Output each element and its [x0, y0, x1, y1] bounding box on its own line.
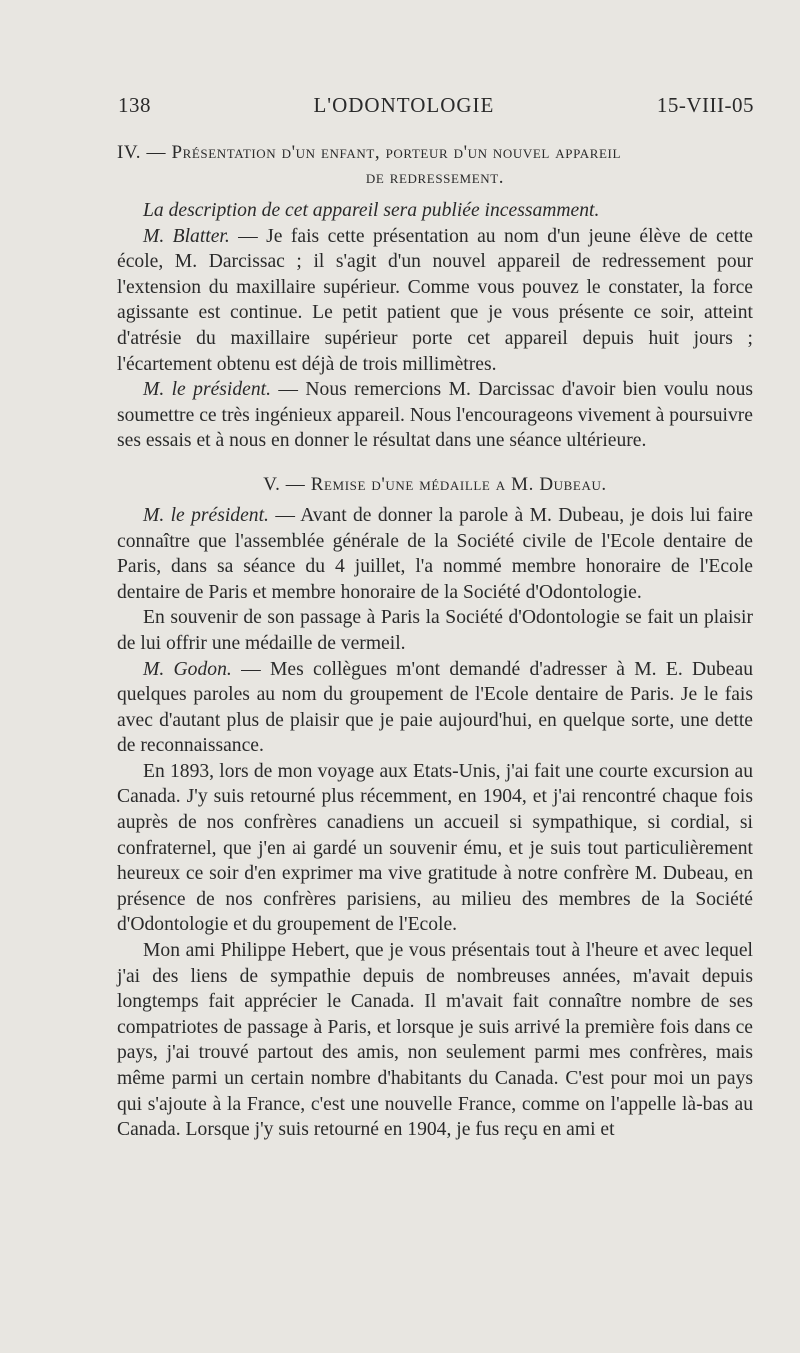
paragraph	[117, 759, 753, 938]
issue-date: 15-VIII-05	[656, 93, 754, 117]
paragraph	[117, 198, 753, 224]
speaker-name: M. le président.	[143, 504, 269, 526]
editorial-note: La description de cet appareil sera publiée incessamment.	[143, 200, 600, 221]
section-heading-iv	[117, 140, 753, 190]
paragraph	[117, 938, 753, 1143]
paragraph-text: En 1893, lors de mon voyage aux Etats-Unis, j'ai fait une courte excursion au Canada. J'y suis retourné plus récemment, en 1904, et j'ai rencontré chaque fois auprès de nos confrères canadiens un accueil si sympathique, si cordial, si confraternel, que j'en ai gardé un souvenir ému, et je suis tout particulièrement heureux ce soir d'en exprimer ma vive gratitude à notre confrère M. Dubeau, en présence de nos confrères parisiens, au milieu des membres de la Société d'Odontologie et du groupement de l'Ecole.	[117, 760, 753, 936]
section-heading-iv-line2: de redressement.	[365, 167, 505, 188]
speaker-name: M. Godon.	[143, 658, 232, 680]
paragraph	[117, 657, 753, 759]
paragraph-text: Mon ami Philippe Hebert, que je vous présentais tout à l'heure et avec lequel j'ai des liens de sympathie depuis de nombreuses années, m'avait depuis longtemps fait apprécier le Canada. Il m'avait fait connaître nombre de ses compatriotes de passage à Paris, et lorsque je suis arrivé la première fois dans ce pays, j'ai trouvé partout des amis, non seulement parmi mes confrères, mais même parmi un certain nombre d'habitants du Canada. C'est pour moi un pays qui s'ajoute à la France, c'est une nouvelle France, comme on l'appelle là-bas au Canada. Lorsque j'y suis retourné en 1904, je fus reçu en ami et	[117, 940, 753, 1141]
section-heading-iv-line1: IV. — Présentation d'un enfant, porteur d'un nouvel appareil	[117, 142, 622, 163]
paragraph	[117, 605, 753, 656]
running-header	[118, 93, 754, 118]
paragraph	[117, 377, 753, 454]
paragraph-text: — Nous remercions M. Darcissac d'avoir bien voulu nous soumettre ce très ingénieux appareil. Nous l'encourageons vivement à poursuivre ses essais et à nous en donner le résultat dans une séance ultérieure.	[117, 379, 753, 452]
speaker-name: M. Blatter.	[143, 225, 230, 247]
paragraph-text: En souvenir de son passage à Paris la Société d'Odontologie se fait un plaisir de lui offrir une médaille de vermeil.	[117, 607, 753, 654]
paragraph	[117, 503, 753, 605]
page-number: 138	[118, 93, 151, 117]
article-body	[117, 140, 753, 1143]
paragraph-text: — Avant de donner la parole à M. Dubeau, je dois lui faire connaître que l'assemblée générale de la Société civile de l'Ecole dentaire de Paris, dans sa séance du 4 juillet, l'a nommé membre honoraire de l'Ecole dentaire de Paris et membre honoraire de la Société d'Odontologie.	[117, 504, 753, 603]
speaker-name: M. le président.	[143, 379, 271, 401]
paragraph	[117, 224, 753, 378]
paragraph-text: — Je fais cette présentation au nom d'un jeune élève de cette école, M. Darcissac ; il s'agit d'un nouvel appareil de redressement pour l'extension du maxillaire supérieur. Comme vous pouvez le constater, la force agissante est continue. Le petit patient que je vous présente ce soir, atteint d'atrésie du maxillaire supérieur porte cet appareil depuis huit jours ; l'écartement obtenu est déjà de trois millimètres.	[117, 225, 753, 375]
section-heading-v: V. — Remise d'une médaille a M. Dubeau.	[263, 473, 607, 495]
paragraph-text: — Mes collègues m'ont demandé d'adresser à M. E. Dubeau quelques paroles au nom du groupement de l'Ecole dentaire de Paris. Je le fais avec d'autant plus de plaisir que je paie aujourd'hui, en quelque sorte, une dette de reconnaissance.	[117, 658, 753, 757]
journal-title: L'ODONTOLOGIE	[313, 93, 495, 117]
